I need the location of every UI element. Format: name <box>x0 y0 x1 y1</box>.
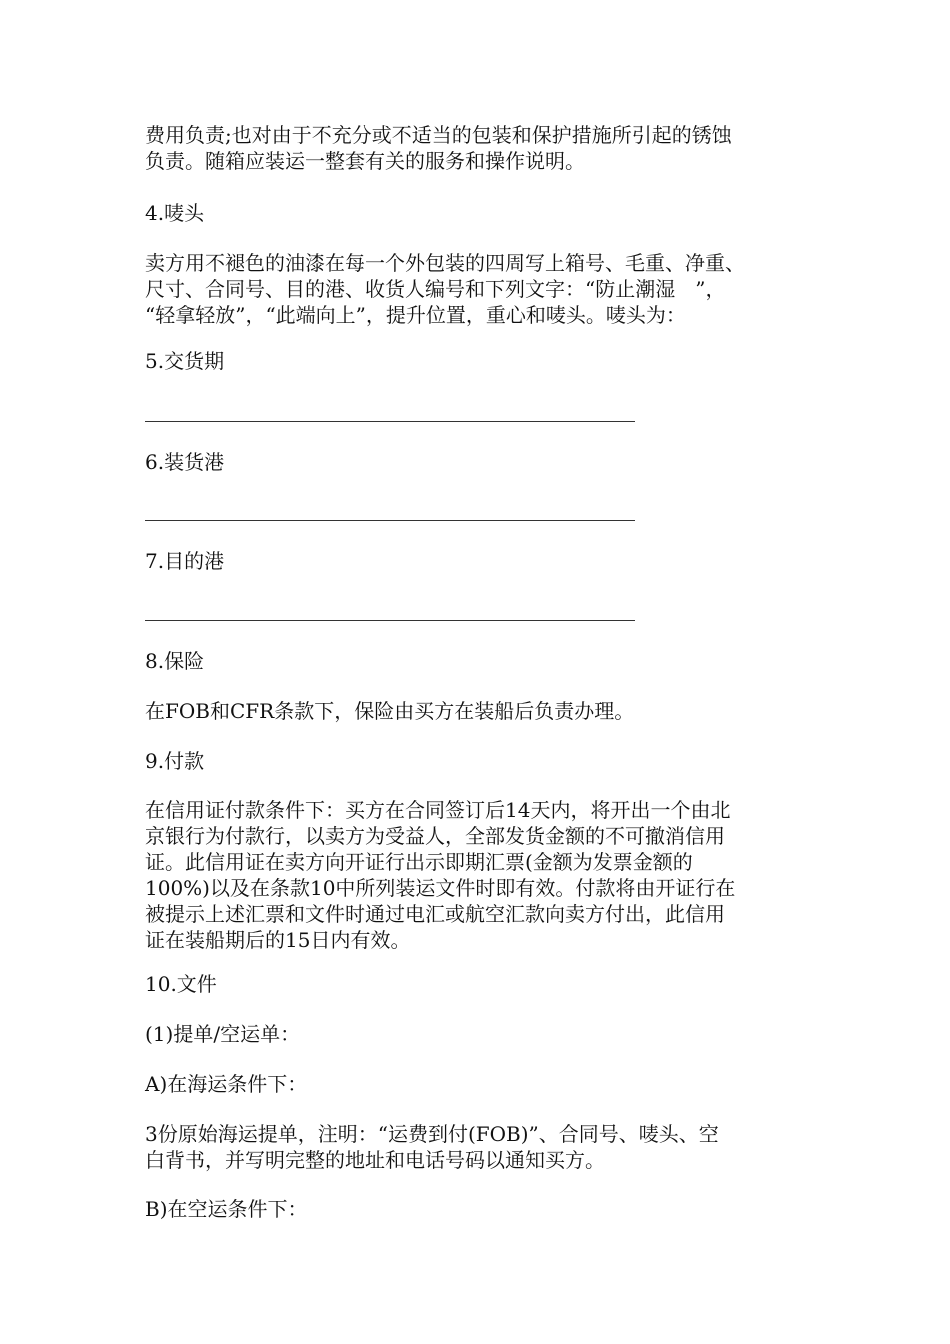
blank-fill-line <box>145 421 635 422</box>
text-line: “轻拿轻放”，“此端向上”，提升位置，重心和唛头。唛头为： <box>145 303 686 327</box>
text-line: 费用负责;也对由于不充分或不适当的包装和保护措施所引起的锈蚀 <box>145 123 732 147</box>
section-heading-destination-port: 7.目的港 <box>145 549 225 573</box>
text-line: 证。此信用证在卖方向开证行出示即期汇票(金额为发票金额的 <box>145 850 693 874</box>
text-line: 白背书，并写明完整的地址和电话号码以通知买方。 <box>145 1148 605 1172</box>
subheading-sea-transport: A)在海运条件下： <box>145 1072 308 1096</box>
text-line: 证在装船期后的15日内有效。 <box>145 928 411 952</box>
paragraph-marks <box>145 250 830 328</box>
blank-fill-line <box>145 520 635 521</box>
paragraph-payment <box>145 797 830 953</box>
text-line: 尺寸、合同号、目的港、收货人编号和下列文字：“防止潮湿 ”， <box>145 277 726 301</box>
section-heading-insurance: 8.保险 <box>145 649 205 673</box>
text-line: 京银行为付款行，以卖方为受益人，全部发货金额的不可撤消信用 <box>145 824 725 848</box>
text-line: 3份原始海运提单，注明：“运费到付(FOB)”、合同号、唛头、空 <box>145 1122 719 1146</box>
blank-fill-line <box>145 620 635 621</box>
subheading-air-transport: B)在空运条件下： <box>145 1197 308 1221</box>
section-heading-loading-port: 6.装货港 <box>145 450 225 474</box>
text-line: 卖方用不褪色的油漆在每一个外包装的四周写上箱号、毛重、净重、 <box>145 251 745 275</box>
section-heading-documents: 10.文件 <box>145 972 217 996</box>
section-heading-marks: 4.唛头 <box>145 201 205 225</box>
section-heading-delivery-time: 5.交货期 <box>145 349 225 373</box>
paragraph-packing-liability <box>145 122 830 174</box>
text-line: 负责。随箱应装运一整套有关的服务和操作说明。 <box>145 149 585 173</box>
text-line: 在信用证付款条件下：买方在合同签订后14天内，将开出一个由北 <box>145 798 731 822</box>
paragraph-insurance: 在FOB和CFR条款下，保险由买方在装船后负责办理。 <box>145 699 635 723</box>
paragraph-sea-bill <box>145 1121 830 1173</box>
subheading-bill-of-lading: (1)提单/空运单： <box>145 1022 301 1046</box>
section-heading-payment: 9.付款 <box>145 749 205 773</box>
text-line: 被提示上述汇票和文件时通过电汇或航空汇款向卖方付出，此信用 <box>145 902 725 926</box>
text-line: 100%)以及在条款10中所列装运文件时即有效。付款将由开证行在 <box>145 876 736 900</box>
